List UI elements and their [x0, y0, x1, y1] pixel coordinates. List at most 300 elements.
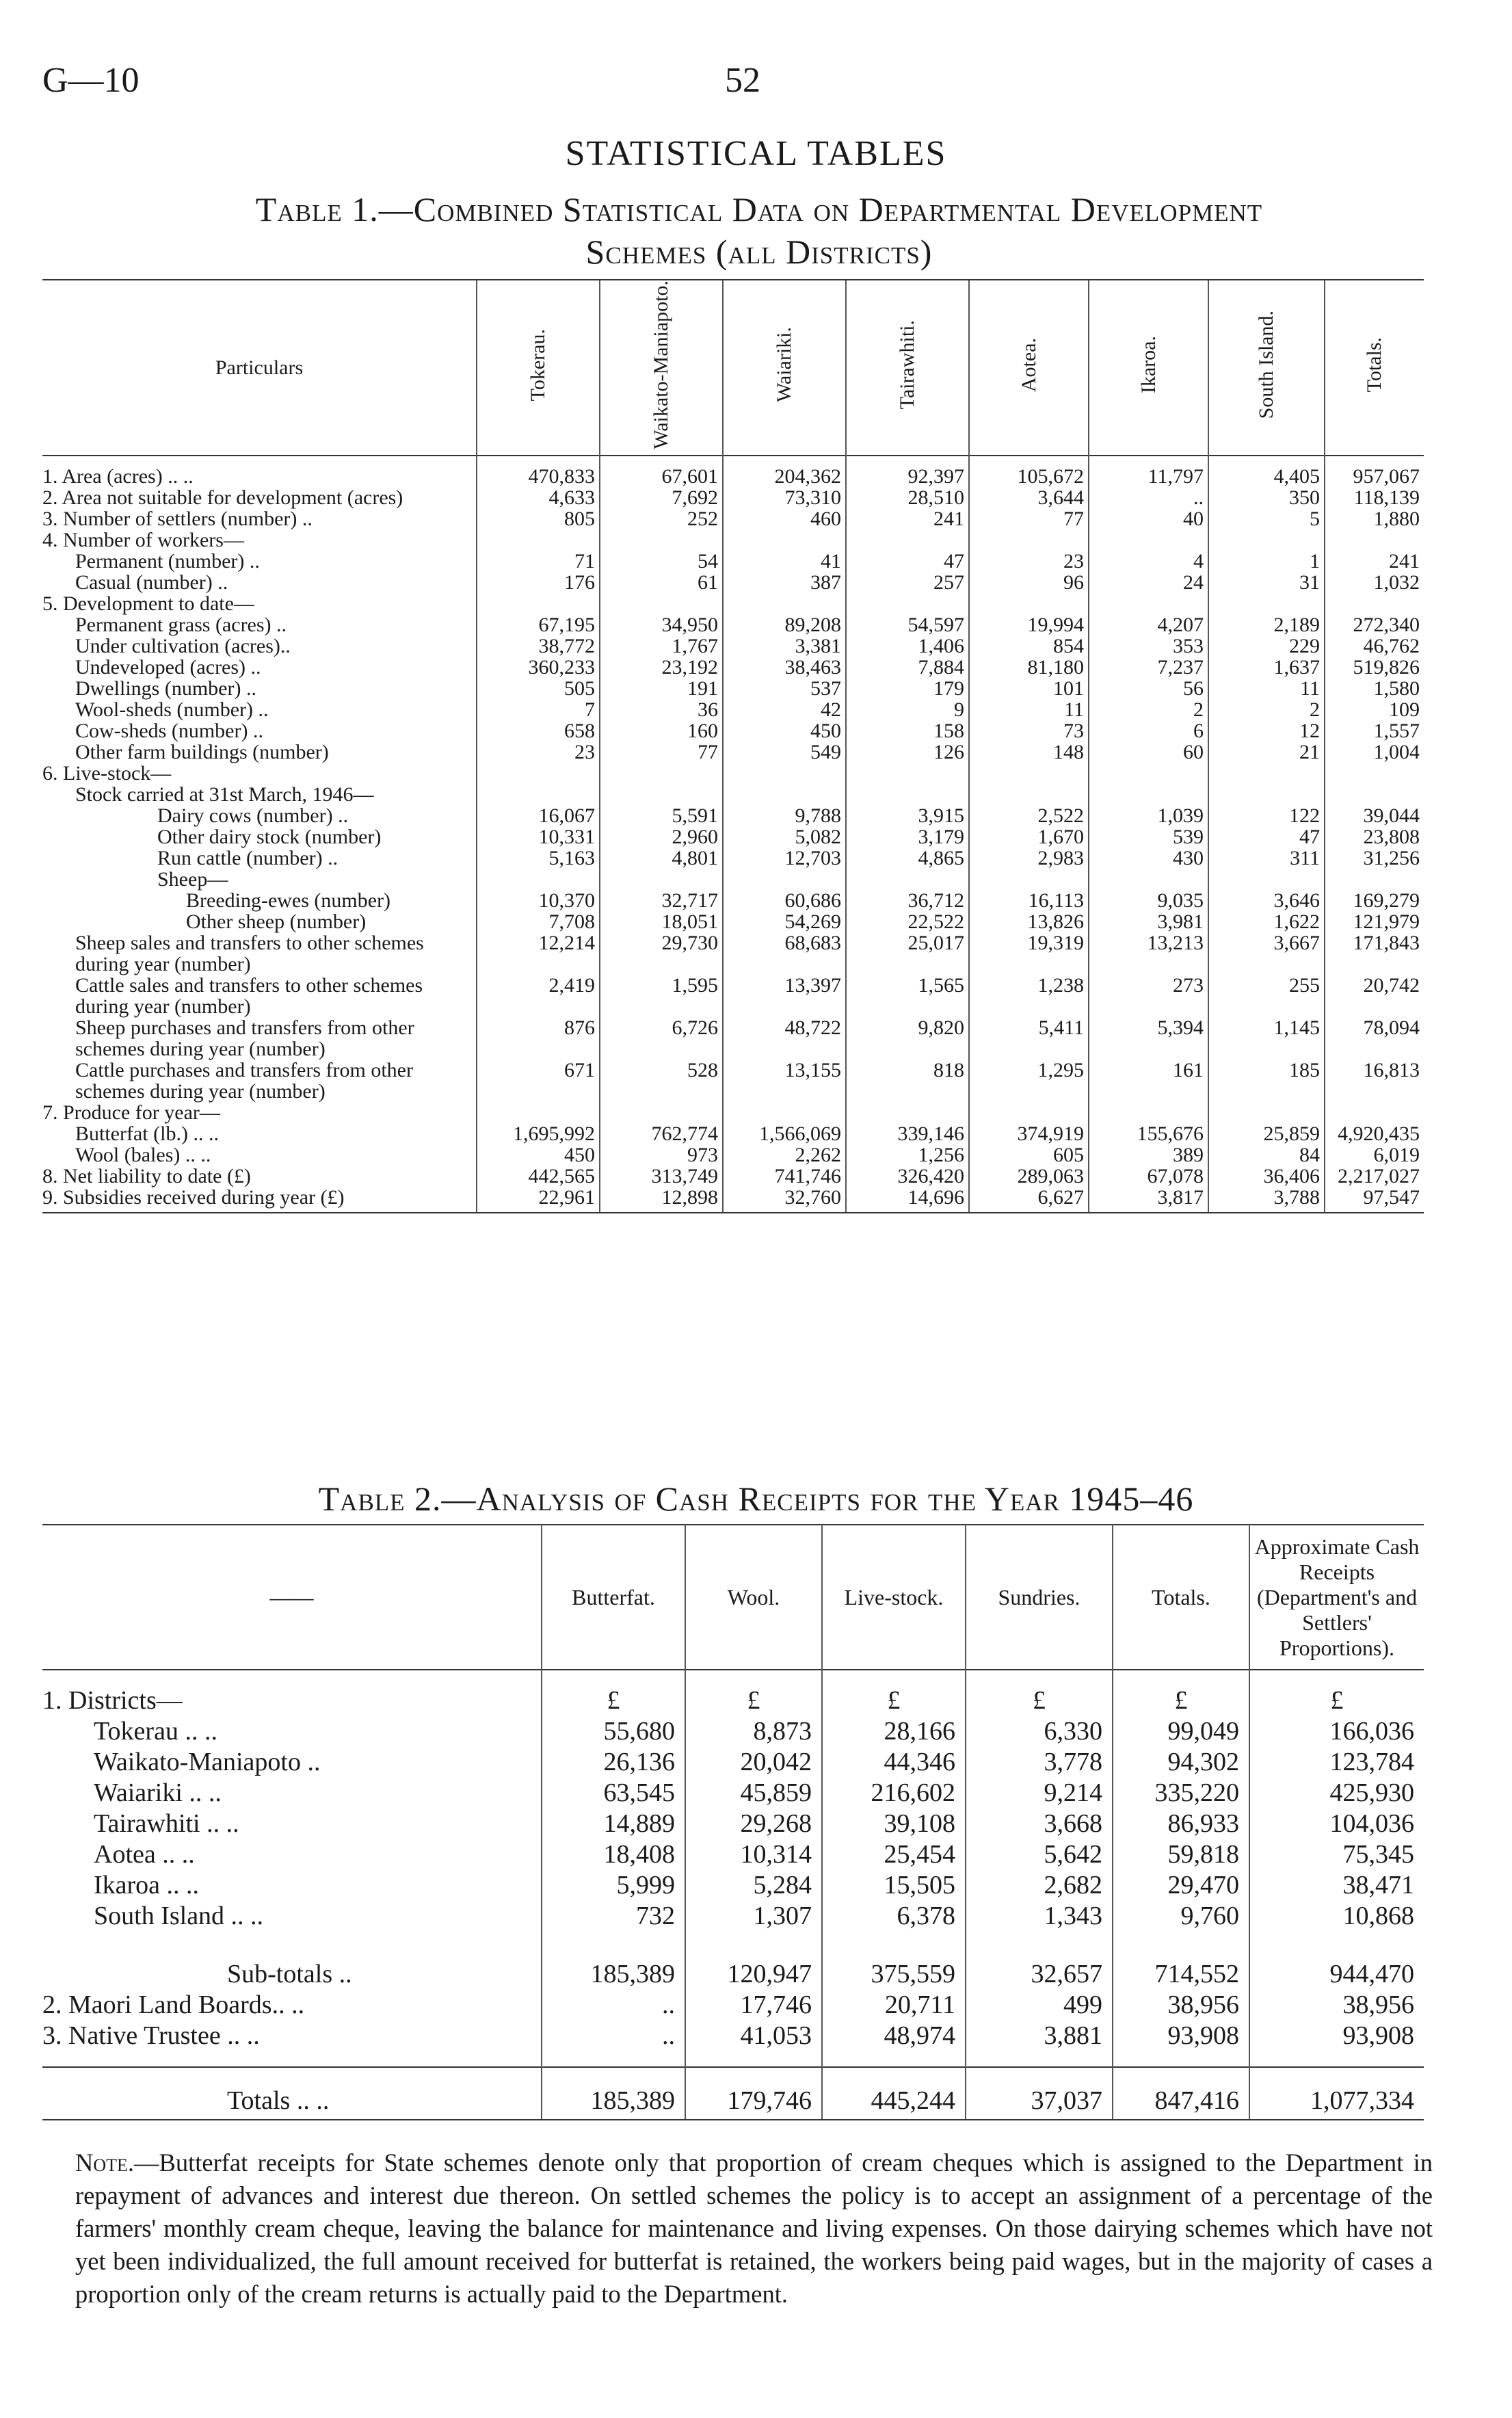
table-cell: 5,999 — [542, 1870, 685, 1901]
table-cell: 10,370 — [477, 890, 600, 911]
table-cell — [969, 763, 1089, 784]
row-label: Ikaroa .. .. — [94, 1871, 200, 1900]
table-cell: 1,622 — [1208, 911, 1325, 932]
table-cell: 671 — [477, 1060, 600, 1102]
table-cell: 2,983 — [969, 847, 1089, 869]
table-cell: 1,595 — [600, 975, 723, 1017]
table1-header-col — [1208, 280, 1325, 456]
table-cell: 36,712 — [846, 890, 969, 911]
table-cell: 255 — [1208, 975, 1325, 1017]
table-cell — [1325, 763, 1424, 784]
footnote — [75, 2146, 1433, 2311]
table-row — [42, 847, 1424, 869]
table-cell: 499 — [966, 1990, 1113, 2021]
table-cell: 204,362 — [723, 456, 846, 487]
table-cell: 12,703 — [723, 847, 846, 869]
table-cell: 9,214 — [966, 1778, 1113, 1809]
table-row — [42, 572, 1424, 593]
table-row — [42, 508, 1424, 529]
table-cell: 470,833 — [477, 456, 600, 487]
table-cell: 38,471 — [1249, 1870, 1424, 1901]
table-cell: 4,207 — [1089, 614, 1208, 635]
table-cell: 185 — [1208, 1060, 1325, 1102]
table-cell: 7,237 — [1089, 657, 1208, 678]
table-cell: 38,772 — [477, 635, 600, 657]
table-cell: 1,343 — [966, 1901, 1113, 1932]
table-cell: 430 — [1089, 847, 1208, 869]
table-cell: 1,767 — [600, 635, 723, 657]
table-cell: 48,974 — [822, 2021, 966, 2067]
table-cell: 375,559 — [822, 1932, 966, 1990]
row-label: 1. Area (acres) .. .. — [42, 465, 194, 488]
table-cell: 5 — [1208, 508, 1325, 529]
table-cell — [723, 784, 846, 805]
table-cell: 2,682 — [966, 1870, 1113, 1901]
table-cell: 11 — [969, 699, 1089, 720]
table-cell: 6,726 — [600, 1017, 723, 1060]
table-cell — [600, 529, 723, 551]
table-cell: 549 — [723, 741, 846, 763]
table-cell: 9,820 — [846, 1017, 969, 1060]
table-row — [42, 1144, 1424, 1166]
table-cell — [1089, 869, 1208, 890]
table-cell — [1089, 529, 1208, 551]
table-cell: 44,346 — [822, 1747, 966, 1778]
table2-body — [42, 1670, 1424, 2120]
table-cell: 38,956 — [1113, 1990, 1249, 2021]
table-cell: 350 — [1208, 487, 1325, 508]
table-row — [42, 1747, 1424, 1778]
table-cell: 18,051 — [600, 911, 723, 932]
table-cell: 3,644 — [969, 487, 1089, 508]
table-cell: 16,113 — [969, 890, 1089, 911]
table-cell: 56 — [1089, 678, 1208, 699]
column-header-label: Waikato-Maniapoto. — [650, 280, 672, 449]
table-cell: 9,788 — [723, 805, 846, 826]
table-cell: 23 — [477, 741, 600, 763]
table-cell: 176 — [477, 572, 600, 593]
table-cell — [846, 763, 969, 784]
table-cell: 257 — [846, 572, 969, 593]
table-cell: 1,238 — [969, 975, 1089, 1017]
table-cell: 38,956 — [1249, 1990, 1424, 2021]
table-cell: 4,633 — [477, 487, 600, 508]
table-cell: 3,788 — [1208, 1187, 1325, 1213]
table-cell — [846, 529, 969, 551]
table1-body — [42, 456, 1424, 1213]
table-row — [42, 1187, 1424, 1213]
row-label: Sub-totals .. — [227, 1960, 352, 1988]
table-cell: 1,256 — [846, 1144, 969, 1166]
table-cell: 1 — [1208, 551, 1325, 572]
table-cell — [1089, 1102, 1208, 1123]
table-row — [42, 456, 1424, 487]
table-cell: 450 — [723, 720, 846, 741]
table-cell: 944,470 — [1249, 1932, 1424, 1990]
currency-symbol: £ — [1113, 1670, 1249, 1716]
table-cell: 7,884 — [846, 657, 969, 678]
table-cell: 34,950 — [600, 614, 723, 635]
table-cell: 16,813 — [1325, 1060, 1424, 1102]
row-label: Under cultivation (acres).. — [75, 635, 291, 657]
table-cell: 2,189 — [1208, 614, 1325, 635]
currency-symbol: £ — [542, 1670, 685, 1716]
table-cell: 171,843 — [1325, 932, 1424, 975]
table-cell — [1089, 763, 1208, 784]
table-cell: 41 — [723, 551, 846, 572]
table-cell: 78,094 — [1325, 1017, 1424, 1060]
table1-header-col — [846, 280, 969, 456]
table-cell: 5,163 — [477, 847, 600, 869]
table-cell: 38,463 — [723, 657, 846, 678]
table-cell: 13,155 — [723, 1060, 846, 1102]
table-cell — [723, 593, 846, 614]
table-cell: 6 — [1089, 720, 1208, 741]
currency-symbol: £ — [1249, 1670, 1424, 1716]
table-cell: 1,039 — [1089, 805, 1208, 826]
table-row — [42, 2021, 1424, 2067]
table-cell: 4,405 — [1208, 456, 1325, 487]
table-cell: 42 — [723, 699, 846, 720]
table-cell: 54 — [600, 551, 723, 572]
table1-header-col — [477, 280, 600, 456]
table-cell: 25,017 — [846, 932, 969, 975]
table-cell: 1,032 — [1325, 572, 1424, 593]
table-cell: 11,797 — [1089, 456, 1208, 487]
table-cell: 61 — [600, 572, 723, 593]
table-cell: 99,049 — [1113, 1716, 1249, 1747]
table1-title — [109, 188, 1409, 273]
footnote-lead: Note. — [75, 2148, 135, 2177]
row-label: Permanent grass (acres) .. — [75, 614, 287, 636]
table-cell — [600, 784, 723, 805]
table-cell: 23,192 — [600, 657, 723, 678]
table-cell: 97,547 — [1325, 1187, 1424, 1213]
table-cell: 714,552 — [1113, 1932, 1249, 1990]
row-label: 6. Live-stock— — [42, 762, 172, 785]
table-cell — [1208, 1102, 1325, 1123]
row-label: 9. Subsidies received during year (£) — [42, 1187, 477, 1213]
table-cell: 67,078 — [1089, 1166, 1208, 1187]
table-cell: 854 — [969, 635, 1089, 657]
table-cell: 505 — [477, 678, 600, 699]
table-cell: 2,522 — [969, 805, 1089, 826]
table-cell: 1,004 — [1325, 741, 1424, 763]
column-header-label: Particulars — [215, 356, 304, 379]
table-cell — [969, 784, 1089, 805]
table-cell: 23,808 — [1325, 826, 1424, 847]
table-cell: 2,960 — [600, 826, 723, 847]
table-cell: 2,217,027 — [1325, 1166, 1424, 1187]
table-cell: 4,801 — [600, 847, 723, 869]
table-cell: 59,818 — [1113, 1839, 1249, 1870]
row-label: 2. Maori Land Boards.. .. — [42, 1990, 305, 2019]
table-cell — [1325, 593, 1424, 614]
table-cell: 2,419 — [477, 975, 600, 1017]
table-cell: 1,295 — [969, 1060, 1089, 1102]
row-label: 5. Development to date— — [42, 592, 254, 615]
currency-symbol: £ — [685, 1670, 822, 1716]
table-cell: 71 — [477, 551, 600, 572]
table-row — [42, 975, 1424, 1017]
table-cell: 762,774 — [600, 1123, 723, 1144]
table-cell: 11 — [1208, 678, 1325, 699]
table-row — [42, 1778, 1424, 1809]
table-cell: 29,268 — [685, 1809, 822, 1839]
table-cell: .. — [542, 1990, 685, 2021]
table-cell — [723, 529, 846, 551]
currency-symbol: £ — [822, 1670, 966, 1716]
table-cell: 389 — [1089, 1144, 1208, 1166]
table-cell: 54,269 — [723, 911, 846, 932]
table-cell: 26,136 — [542, 1747, 685, 1778]
table1-header-col — [723, 280, 846, 456]
row-label: 8. Net liability to date (£) — [42, 1165, 251, 1187]
table-cell: 77 — [969, 508, 1089, 529]
table-cell: 68,683 — [723, 932, 846, 975]
table-cell: 37,037 — [966, 2067, 1113, 2120]
table-cell: 1,695,992 — [477, 1123, 600, 1144]
table-cell — [846, 869, 969, 890]
document-reference: G—10 — [42, 61, 140, 100]
table-cell: 19,319 — [969, 932, 1089, 975]
row-label: Wool (bales) .. .. — [75, 1144, 211, 1166]
table1-title-line2: Schemes (all Districts) — [585, 233, 933, 271]
table-row — [42, 1870, 1424, 1901]
row-label: Sheep sales and transfers to other schemes during year (number) — [75, 932, 424, 975]
table2-header-col: Wool. — [685, 1525, 822, 1670]
table-cell: 605 — [969, 1144, 1089, 1166]
table-cell: 118,139 — [1325, 487, 1424, 508]
table-cell: 289,063 — [969, 1166, 1089, 1187]
table-cell: 47 — [846, 551, 969, 572]
table-cell: 13,397 — [723, 975, 846, 1017]
table-cell: 2 — [1208, 699, 1325, 720]
table-cell: 3,981 — [1089, 911, 1208, 932]
table-cell: 4 — [1089, 551, 1208, 572]
table-cell — [1208, 529, 1325, 551]
table-row — [42, 678, 1424, 699]
table-cell: 12 — [1208, 720, 1325, 741]
table-cell: 46,762 — [1325, 635, 1424, 657]
table-cell: 537 — [723, 678, 846, 699]
row-label: 3. Native Trustee .. .. — [42, 2021, 260, 2050]
row-label: Other dairy stock (number) — [157, 826, 382, 848]
row-label: 4. Number of workers— — [42, 529, 244, 551]
table-cell: 179 — [846, 678, 969, 699]
table-cell: 973 — [600, 1144, 723, 1166]
table-cell: 374,919 — [969, 1123, 1089, 1144]
table-cell: 3,646 — [1208, 890, 1325, 911]
table-cell: 360,233 — [477, 657, 600, 678]
table-row — [42, 1809, 1424, 1839]
table-cell: 73 — [969, 720, 1089, 741]
table-cell: 10,331 — [477, 826, 600, 847]
table-cell: 7,692 — [600, 487, 723, 508]
table-cell: 158 — [846, 720, 969, 741]
table-cell: 47 — [1208, 826, 1325, 847]
table-row — [42, 826, 1424, 847]
table-cell: 31 — [1208, 572, 1325, 593]
table-row — [42, 1123, 1424, 1144]
table-cell: 3,915 — [846, 805, 969, 826]
column-header-label: South Island. — [1255, 311, 1277, 419]
table-cell: 9 — [846, 699, 969, 720]
table1-header-row — [42, 280, 1424, 456]
table-row — [42, 1017, 1424, 1060]
table-cell: 805 — [477, 508, 600, 529]
table-cell: 22,522 — [846, 911, 969, 932]
table-cell: 10,868 — [1249, 1901, 1424, 1932]
table-cell: 847,416 — [1113, 2067, 1249, 2120]
row-label: Run cattle (number) .. — [157, 847, 339, 869]
table-cell — [1089, 593, 1208, 614]
table-cell: 29,470 — [1113, 1870, 1249, 1901]
table-cell: 36,406 — [1208, 1166, 1325, 1187]
table-cell — [1208, 869, 1325, 890]
row-label: Dairy cows (number) .. — [157, 804, 349, 827]
table2-header-col: Sundries. — [966, 1525, 1113, 1670]
table-row — [42, 487, 1424, 508]
table-cell: 5,082 — [723, 826, 846, 847]
table-cell: 2,262 — [723, 1144, 846, 1166]
table-cell — [846, 1102, 969, 1123]
table-cell: 5,591 — [600, 805, 723, 826]
table-cell — [477, 1102, 600, 1123]
table-cell: 5,284 — [685, 1870, 822, 1901]
table-cell: 75,345 — [1249, 1839, 1424, 1870]
table-cell: 29,730 — [600, 932, 723, 975]
table-row — [42, 529, 1424, 551]
table2-title: Table 2.—Analysis of Cash Receipts for the Year 1945–46 — [318, 1480, 1194, 1518]
table-row — [42, 763, 1424, 784]
row-label: Cattle sales and transfers to other schemes during year (number) — [75, 974, 423, 1018]
table-row — [42, 699, 1424, 720]
table-cell: 6,627 — [969, 1187, 1089, 1213]
row-label: Waiariki .. .. — [94, 1778, 222, 1807]
table-cell: 1,077,334 — [1249, 2067, 1424, 2120]
table-cell: 60 — [1089, 741, 1208, 763]
table-cell — [1325, 1102, 1424, 1123]
row-label: Waikato-Maniapoto .. — [94, 1748, 321, 1776]
table1-header-col — [969, 280, 1089, 456]
table-cell — [1325, 869, 1424, 890]
table-cell: 28,510 — [846, 487, 969, 508]
table-cell: 5,394 — [1089, 1017, 1208, 1060]
table2-header-row — [42, 1525, 1424, 1670]
column-header-label: Waiariki. — [773, 327, 795, 403]
table-cell — [477, 593, 600, 614]
table1-header-particulars — [42, 280, 477, 456]
table-row — [42, 1060, 1424, 1102]
table-cell: 48,722 — [723, 1017, 846, 1060]
table-cell: 19,994 — [969, 614, 1089, 635]
table-row — [42, 869, 1424, 890]
table-cell: 741,746 — [723, 1166, 846, 1187]
table-row — [42, 614, 1424, 635]
table-cell: 13,213 — [1089, 932, 1208, 975]
table-cell: 732 — [542, 1901, 685, 1932]
table-cell: 353 — [1089, 635, 1208, 657]
page-title: STATISTICAL TABLES — [565, 134, 947, 173]
table-cell: 39,044 — [1325, 805, 1424, 826]
table-row — [42, 1166, 1424, 1187]
column-header-label: Aotea. — [1017, 337, 1040, 393]
table-row — [42, 911, 1424, 932]
table-cell: 5,642 — [966, 1839, 1113, 1870]
table-cell: 55,680 — [542, 1716, 685, 1747]
table-row — [42, 805, 1424, 826]
table-cell: 3,668 — [966, 1809, 1113, 1839]
table-cell — [969, 593, 1089, 614]
table-cell: 14,696 — [846, 1187, 969, 1213]
table-row — [42, 593, 1424, 614]
table-cell: 3,881 — [966, 2021, 1113, 2067]
table2-header-col: —— — [269, 1584, 314, 1609]
table-cell: 1,637 — [1208, 657, 1325, 678]
table-cell: 241 — [1325, 551, 1424, 572]
table-cell: 36 — [600, 699, 723, 720]
table-cell: 1,406 — [846, 635, 969, 657]
table-cell — [969, 529, 1089, 551]
table-cell: 120,947 — [685, 1932, 822, 1990]
table-cell: 166,036 — [1249, 1716, 1424, 1747]
row-label: Tairawhiti .. .. — [94, 1809, 239, 1838]
table-cell: 1,557 — [1325, 720, 1424, 741]
table-cell: 32,760 — [723, 1187, 846, 1213]
table-cell: 93,908 — [1113, 2021, 1249, 2067]
table1-title-line1: Table 1.—Combined Statistical Data on Departmental Development — [255, 190, 1263, 228]
table-cell — [723, 1102, 846, 1123]
row-label: South Island .. .. — [94, 1902, 264, 1930]
table-cell: 445,244 — [822, 2067, 966, 2120]
table-cell: 8,873 — [685, 1716, 822, 1747]
table-cell: 876 — [477, 1017, 600, 1060]
table-cell: 96 — [969, 572, 1089, 593]
table-cell: 1,580 — [1325, 678, 1424, 699]
table-cell: 425,930 — [1249, 1778, 1424, 1809]
table-cell: 89,208 — [723, 614, 846, 635]
table-cell: 32,657 — [966, 1932, 1113, 1990]
table-cell — [1208, 763, 1325, 784]
table-cell: 17,746 — [685, 1990, 822, 2021]
table-cell: 326,420 — [846, 1166, 969, 1187]
table-row — [42, 635, 1424, 657]
table1 — [42, 280, 1424, 1213]
row-label: Casual (number) .. — [75, 571, 228, 594]
row-label: Sheep purchases and transfers from other schemes during year (number) — [75, 1016, 414, 1060]
table1-header-col — [1325, 280, 1424, 456]
table-cell: 84 — [1208, 1144, 1325, 1166]
table-cell — [477, 784, 600, 805]
table-row — [42, 720, 1424, 741]
table-cell: 122 — [1208, 805, 1325, 826]
table-cell: 339,146 — [846, 1123, 969, 1144]
table-row — [42, 1932, 1424, 1990]
table-cell: 450 — [477, 1144, 600, 1166]
table2-header-col: Live-stock. — [822, 1525, 966, 1670]
row-label: Cattle purchases and transfers from other schemes during year (number) — [75, 1059, 413, 1103]
table-cell: 519,826 — [1325, 657, 1424, 678]
table-cell: 185,389 — [542, 2067, 685, 2120]
table-cell: 20,711 — [822, 1990, 966, 2021]
table-cell: 45,859 — [685, 1778, 822, 1809]
table-cell: 1,307 — [685, 1901, 822, 1932]
table-cell: 25,859 — [1208, 1123, 1325, 1144]
table-cell: 109 — [1325, 699, 1424, 720]
table-cell: 1,565 — [846, 975, 969, 1017]
table-cell: 28,166 — [822, 1716, 966, 1747]
